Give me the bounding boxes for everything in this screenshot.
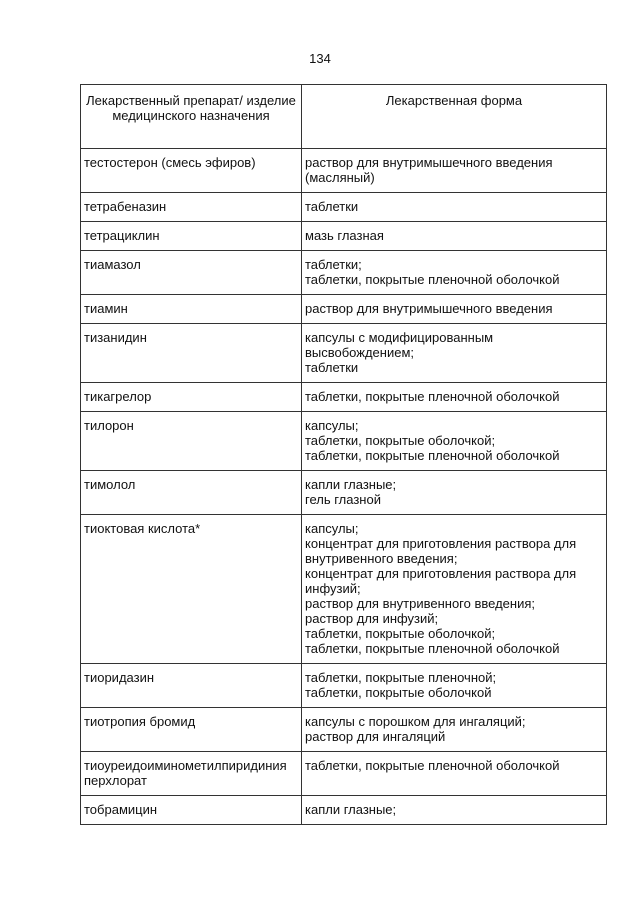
dosage-form-item: таблетки, покрытые оболочкой; <box>305 433 496 448</box>
dosage-form-item: раствор для внутривенного введения; <box>305 596 535 611</box>
dosage-form-item: гель глазной <box>305 492 381 507</box>
dosage-form-cell <box>302 515 607 664</box>
drug-name-cell: тиамазол <box>81 251 302 295</box>
table-row <box>81 251 607 295</box>
dosage-form-item: капсулы; <box>305 521 359 536</box>
drug-name-cell: тилорон <box>81 412 302 471</box>
dosage-form-item: капсулы; <box>305 418 359 433</box>
dosage-form-cell <box>302 664 607 708</box>
dosage-form-cell <box>302 251 607 295</box>
dosage-form-item: таблетки, покрытые пленочной оболочкой <box>305 272 560 287</box>
dosage-form-cell <box>302 471 607 515</box>
drug-name-cell: тиамин <box>81 295 302 324</box>
drug-name-cell: тестостерон (смесь эфиров) <box>81 149 302 193</box>
dosage-form-item: капли глазные; <box>305 802 397 817</box>
drug-name-cell: тобрамицин <box>81 796 302 825</box>
drug-name-cell: тизанидин <box>81 324 302 383</box>
dosage-form-item: раствор для инфузий; <box>305 611 439 626</box>
dosage-form-item: таблетки, покрытые пленочной оболочкой <box>305 389 560 404</box>
dosage-form-item: раствор для внутримышечного введения <box>305 301 553 316</box>
dosage-form-item: капсулы с порошком для ингаляций; <box>305 714 526 729</box>
dosage-form-item: таблетки, покрытые пленочной оболочкой <box>305 641 560 656</box>
dosage-form-item: капсулы с модифицированным высвобождением; <box>305 330 497 360</box>
drug-name-cell: тикагрелор <box>81 383 302 412</box>
drug-name-cell: тиоктовая кислота* <box>81 515 302 664</box>
dosage-form-cell <box>302 295 607 324</box>
table-row <box>81 664 607 708</box>
table-row <box>81 383 607 412</box>
dosage-form-cell <box>302 796 607 825</box>
dosage-form-cell <box>302 708 607 752</box>
dosage-form-cell <box>302 412 607 471</box>
dosage-form-cell <box>302 149 607 193</box>
drug-name-cell: тимолол <box>81 471 302 515</box>
dosage-form-item: концентрат для приготовления раствора для внутривенного введения; <box>305 536 580 566</box>
drug-table <box>80 84 607 825</box>
dosage-form-item: таблетки, покрытые оболочкой; <box>305 626 496 641</box>
table-row <box>81 222 607 251</box>
table-row <box>81 515 607 664</box>
column-header-drug: Лекарственный препарат/ изделие медицинского назначения <box>81 85 302 149</box>
drug-name-cell: тиоуреидоиминометилпиридиния перхлорат <box>81 752 302 796</box>
table-row <box>81 193 607 222</box>
drug-name-cell: тиотропия бромид <box>81 708 302 752</box>
dosage-form-item: раствор для внутримышечного введения (масляный) <box>305 155 557 185</box>
column-header-form: Лекарственная форма <box>302 85 607 149</box>
dosage-form-item: раствор для ингаляций <box>305 729 446 744</box>
drug-name-cell: тиоридазин <box>81 664 302 708</box>
dosage-form-item: таблетки, покрытые пленочной; <box>305 670 497 685</box>
table-row <box>81 471 607 515</box>
dosage-form-item: концентрат для приготовления раствора для инфузий; <box>305 566 580 596</box>
table-header-row <box>81 85 607 149</box>
table-row <box>81 708 607 752</box>
table-row <box>81 324 607 383</box>
table-row <box>81 412 607 471</box>
drug-name-cell: тетрациклин <box>81 222 302 251</box>
dosage-form-cell <box>302 193 607 222</box>
table-row <box>81 149 607 193</box>
dosage-form-item: капли глазные; <box>305 477 397 492</box>
table-row <box>81 752 607 796</box>
dosage-form-cell <box>302 383 607 412</box>
dosage-form-item: таблетки <box>305 360 359 375</box>
dosage-form-cell <box>302 752 607 796</box>
table-row <box>81 295 607 324</box>
dosage-form-item: мазь глазная <box>305 228 384 243</box>
dosage-form-item: таблетки <box>305 199 359 214</box>
table-body <box>81 149 607 825</box>
dosage-form-item: таблетки, покрытые пленочной оболочкой <box>305 758 560 773</box>
dosage-form-item: таблетки; <box>305 257 362 272</box>
dosage-form-cell <box>302 324 607 383</box>
table-row <box>81 796 607 825</box>
drug-name-cell: тетрабеназин <box>81 193 302 222</box>
page-number: 134 <box>309 51 331 66</box>
dosage-form-item: таблетки, покрытые пленочной оболочкой <box>305 448 560 463</box>
dosage-form-cell <box>302 222 607 251</box>
dosage-form-item: таблетки, покрытые оболочкой <box>305 685 492 700</box>
